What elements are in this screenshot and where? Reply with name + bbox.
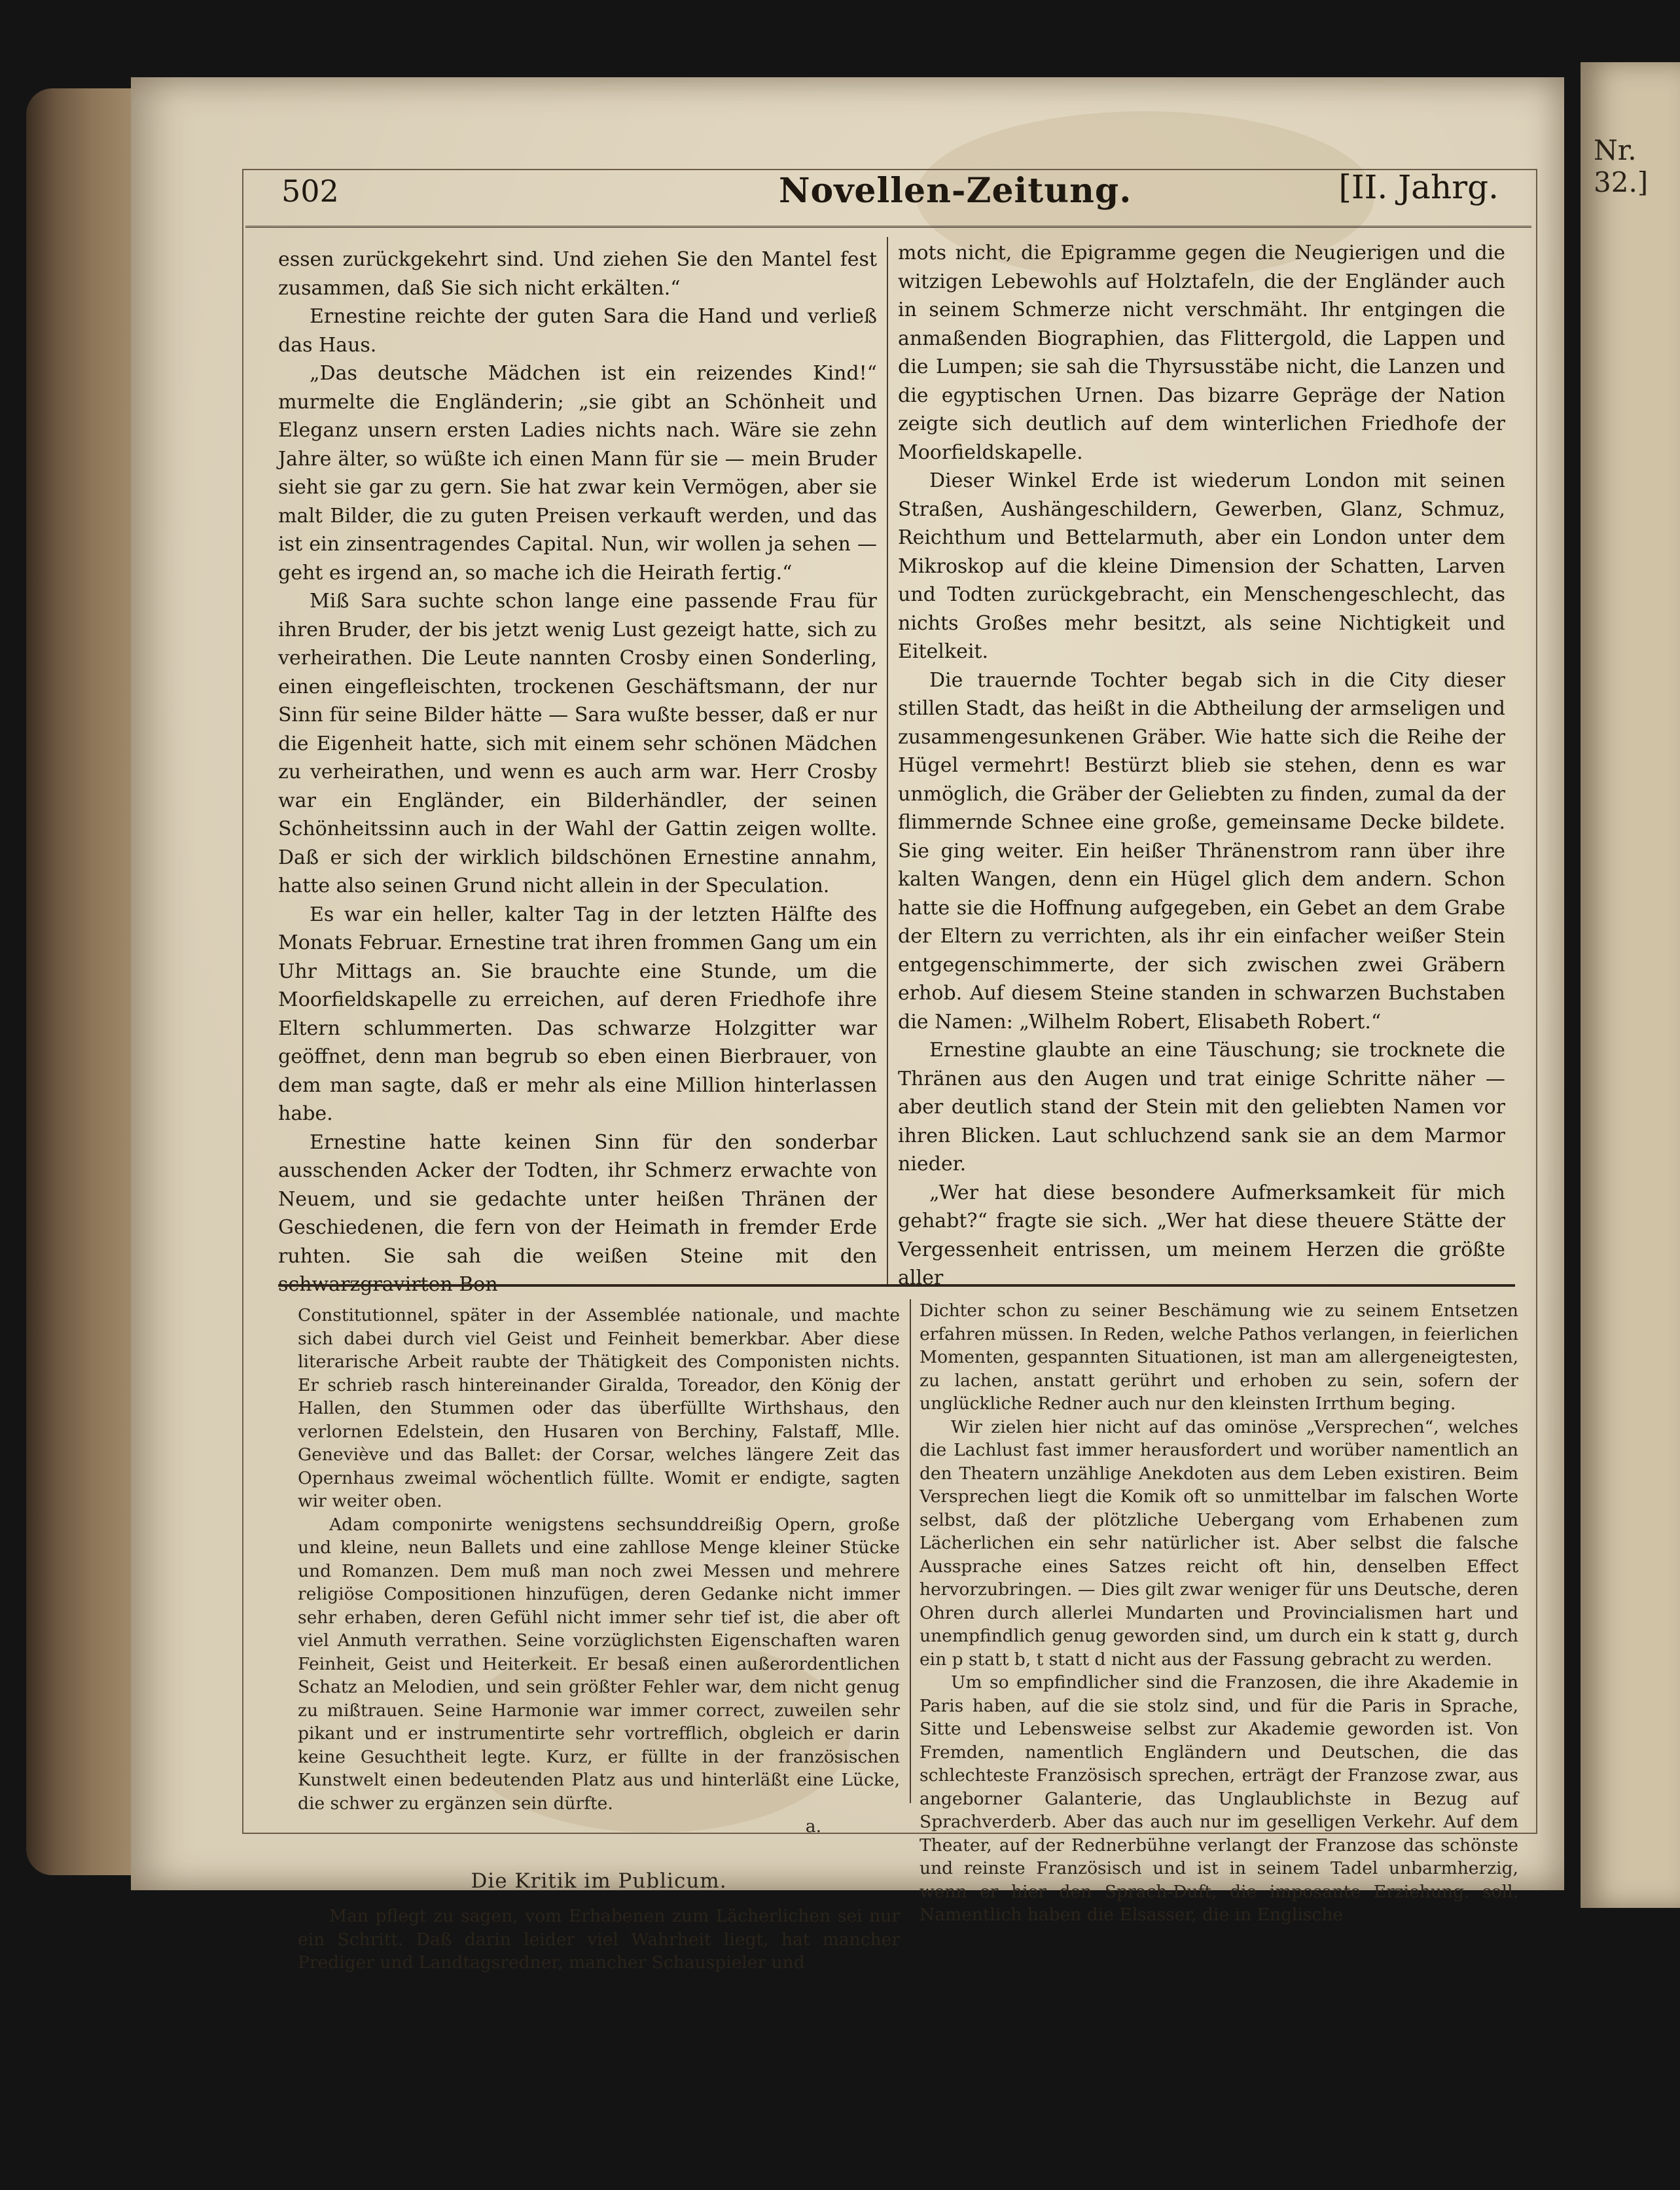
facing-page — [1581, 62, 1680, 1908]
author-signature: a. — [805, 1816, 821, 1837]
paragraph: Dichter schon zu seiner Beschämung wie zu seinem Entsetzen erfahren müssen. In Reden, welche Pathos verlangen, in feierlichen Momenten, gespannten Situationen, ist man am allergeneigtesten, zu lachen, anstatt gerührt und erhoben zu sein, sofern der unglückliche Redner auch nur den kleinsten Irrthum beging. — [920, 1301, 1518, 1414]
column-divider — [887, 237, 888, 1284]
upper-right-column — [898, 239, 1505, 1293]
paragraph: Constitutionnel, später in der Assemblée nationale, und machte sich dabei durch viel Geist und Feinheit bemerkbar. Aber diese literarische Arbeit raubte der Thätigkeit des Componisten nichts. Er schrieb rasch hintereinander Giralda, Toreador, den König der Hallen, den Stummen oder das überfüllte Wirthshaus, den verlornen Edelstein, den Husaren von Berchiny, Falstaff, Mlle. Geneviève und das Ballet: der Corsar, welches längere Zeit das Opernhaus zweimal wöchentlich füllte. Womit er endigte, sagten wir weiter oben. — [298, 1305, 900, 1511]
page-number: 502 — [281, 173, 339, 209]
paragraph: Ernestine reichte der guten Sara die Hand und verließ das Haus. — [278, 305, 877, 357]
paragraph: Die trauernde Tochter begab sich in die City dieser stillen Stadt, das heißt in die Abtheilung der armseligen und zusammengesunkenen Gräber. Wie hatte sich die Reihe der Hügel vermehrt! Bestürzt blieb sie stehen, denn es war unmöglich, die Gräber der Geliebten zu finden, zumal da der flimmernde Schnee eine große, gemeinsame Decke bildete. Sie ging weiter. Ein heißer Thränenstrom rann über ihre kalten Wangen, denn ein Hügel glich dem andern. Schon hatte sie die Hoffnung aufgegeben, ein Gebet an dem Grabe der Eltern zu verrichten, als ihr ein einfacher weißer Stein entgegenschimmerte, der sich zwischen zwei Gräbern erhob. Auf diesem Steine standen in schwarzen Buchstaben die Namen: „Wilhelm Robert, Elisabeth Robert.“ — [898, 668, 1505, 1033]
header-rule — [245, 226, 1531, 228]
page-title: Novellen-Zeitung. — [779, 171, 1132, 211]
section-divider-rule — [278, 1284, 1515, 1287]
paragraph: Um so empfindlicher sind die Franzosen, die ihre Akademie in Paris haben, auf die sie stolz sind, und für die Paris in Sprache, Sitte und Lebensweise selbst zur Akademie geworden ist. Von Fremden, namentlich Engländern und Deutschen, die das schlechteste Französisch sprechen, erträgt der Franzose zwar, aus angeborner Galanterie, das Unglaublichste in Bezug auf Sprachverderb. Aber das auch nur im geselligen Verkehr. Auf dem Theater, auf der Rednerbühne verlangt der Franzose das schönste und reinste Französisch und ist in seinem Tadel unbarmherzig, wenn er hier den Sprach-Duft, die imposante Erziehung. soll. Namentlich haben die Elsasser, die in Englische — [920, 1672, 1518, 1925]
volume-year: [II. Jahrg. — [1338, 168, 1499, 206]
paragraph: essen zurückgekehrt sind. Und ziehen Sie den Mantel fest zusammen, daß Sie sich nicht erkälten.“ — [278, 248, 877, 300]
paragraph: Wir zielen hier nicht auf das ominöse „Versprechen“, welches die Lachlust fast immer herausfordert und worüber namentlich an den Theatern unzählige Anekdoten aus dem Leben existiren. Beim Versprechen liegt die Komik oft so unmittelbar im falschen Worte selbst, daß der plötzliche Uebergang vom Erhabenen zum Lächerlichen ein sehr natürlicher ist. Aber selbst die falsche Aussprache eines Satzes reicht oft hin, denselben Effect hervorzubringen. — Dies gilt zwar weniger für uns Deutsche, deren Ohren durch allerlei Mundarten und Provincialismen hart und unempfindlich genug geworden sind, um durch ein k statt g, durch ein p statt b, t statt d nicht aus der Fassung gebracht zu werden. — [920, 1416, 1518, 1670]
paragraph: Dieser Winkel Erde ist wiederum London mit seinen Straßen, Aushängeschildern, Gewerben, Glanz, Schmuz, Reichthum und Bettelarmuth, aber ein London unter dem Mikroskop auf die kleine Dimension der Schatten, Larven und Todten zurückgebracht, ein Menschengeschlecht, das nichts Großes mehr besitzt, als seine Nichtigkeit und Eitelkeit. — [898, 469, 1505, 663]
upper-left-column — [278, 245, 877, 1299]
paragraph: Ernestine glaubte an eine Täuschung; sie trocknete die Thränen aus den Augen und trat einige Schritte näher — aber deutlich stand der Stein mit den geliebten Namen vor ihren Blicken. Laut schluchzend sank sie an dem Marmor nieder. — [898, 1039, 1505, 1176]
paragraph: „Das deutsche Mädchen ist ein reizendes Kind!“ murmelte die Engländerin; „sie gibt an Schönheit und Eleganz unsern ersten Ladies nichts nach. Wäre sie zehn Jahre älter, so wüßte ich einen Mann für sie — mein Bruder sieht sie gar zu gern. Sie hat zwar kein Vermögen, aber sie malt Bilder, die zu guten Preisen verkauft werden, und das ist ein zinsentragendes Capital. Nun, wir wollen ja sehen — geht es irgend an, so mache ich die Heirath fertig.“ — [278, 362, 877, 584]
paragraph: mots nicht, die Epigramme gegen die Neugierigen und die witzigen Lebewohls auf Holztafeln, die der Engländer auch in seinem Schmerze nicht verschmäht. Ihr entgingen die anmaßenden Biographien, das Flittergold, die Lappen und die Lumpen; sie sah die Thyrsusstäbe nicht, die Lanzen und die egyptischen Urnen. Das bizarre Gepräge der Nation zeigte sich deutlich auf dem winterlichen Friedhofe der Moorfieldskapelle. — [898, 242, 1505, 464]
paragraph: Adam componirte wenigstens sechsunddreißig Opern, große und kleine, neun Ballets und eine zahllose Menge kleiner Stücke und Romanzen. Dem muß man noch zwei Messen und mehrere religiöse Compositionen hinzufügen, deren Gedanke nicht immer sehr erhaben, deren Gefühl nicht immer sehr tief ist, die aber oft viel Anmuth verrathen. Seine vorzüglichsten Eigenschaften waren Feinheit, Geist und Heiterkeit. Er besaß einen außerordentlichen Schatz an Melodien, und sein größter Fehler war, dem nicht genug zu mißtrauen. Seine Harmonie war immer correct, zuweilen sehr pikant und er instrumentirte sehr vortrefflich, obgleich er darin keine Gesuchtheit legte. Kurz, er füllte in der französischen Kunstwelt einen bedeutenden Platz aus und hinterläßt eine Lücke, die schwer zu ergänzen sein dürfte. — [298, 1514, 900, 1814]
lower-right-column — [920, 1299, 1518, 1927]
column-divider — [910, 1299, 911, 1803]
paragraph: Ernestine hatte keinen Sinn für den sonderbar ausschenden Acker der Todten, ihr Schmerz erwachte von Neuem, und sie gedachte unter heißen Thränen der Geschiedenen, die fern von der Heimath in fremder Erde ruhten. Sie sah die weißen Steine mit den schwarzgravirten Bon- — [278, 1130, 877, 1296]
section-heading: Die Kritik im Publicum. — [471, 1869, 727, 1893]
paragraph: Man pflegt zu sagen, vom Erhabenen zum Lächerlichen sei nur ein Schritt. Daß darin leider viel Wahrheit liegt, hat mancher Prediger und Landtagsredner, mancher Schauspieler und — [298, 1906, 900, 1973]
facing-page-number: Nr. 32.] — [1594, 134, 1649, 198]
lower-left-column — [298, 1304, 900, 1975]
paragraph: Miß Sara suchte schon lange eine passende Frau für ihren Bruder, der bis jetzt wenig Lust gezeigt hatte, sich zu verheirathen. Die Leute nannten Crosby einen Sonderling, einen eingefleischten, trockenen Geschäftsmann, der nur Sinn für seine Bilder hätte — Sara wußte besser, daß er nur die Eigenheit hatte, sich mit einem sehr schönen Mädchen zu verheirathen, und wenn es auch arm war. Herr Crosby war ein Engländer, ein Bilderhändler, der seinen Schönheitssinn auch in der Wahl der Gattin zeigen wollte. Daß er sich der wirklich bildschönen Ernestine annahm, hatte also seinen Grund nicht allein in der Speculation. — [278, 590, 877, 897]
paragraph: „Wer hat diese besondere Aufmerksamkeit für mich gehabt?“ fragte sie sich. „Wer hat diese theuere Stätte der Vergessenheit entrissen, um meinem Herzen die größte aller — [898, 1181, 1505, 1289]
page-header — [281, 167, 1499, 226]
paragraph: Es war ein heller, kalter Tag in der letzten Hälfte des Monats Februar. Ernestine trat ihren frommen Gang um ein Uhr Mittags an. Sie brauchte eine Stunde, um die Moorfieldskapelle zu erreichen, auf deren Friedhofe ihre Eltern schlummerten. Das schwarze Holzgitter war geöffnet, denn man begrub so eben einen Bierbrauer, von dem man sagte, daß er mehr als eine Million hinterlassen habe. — [278, 903, 877, 1125]
